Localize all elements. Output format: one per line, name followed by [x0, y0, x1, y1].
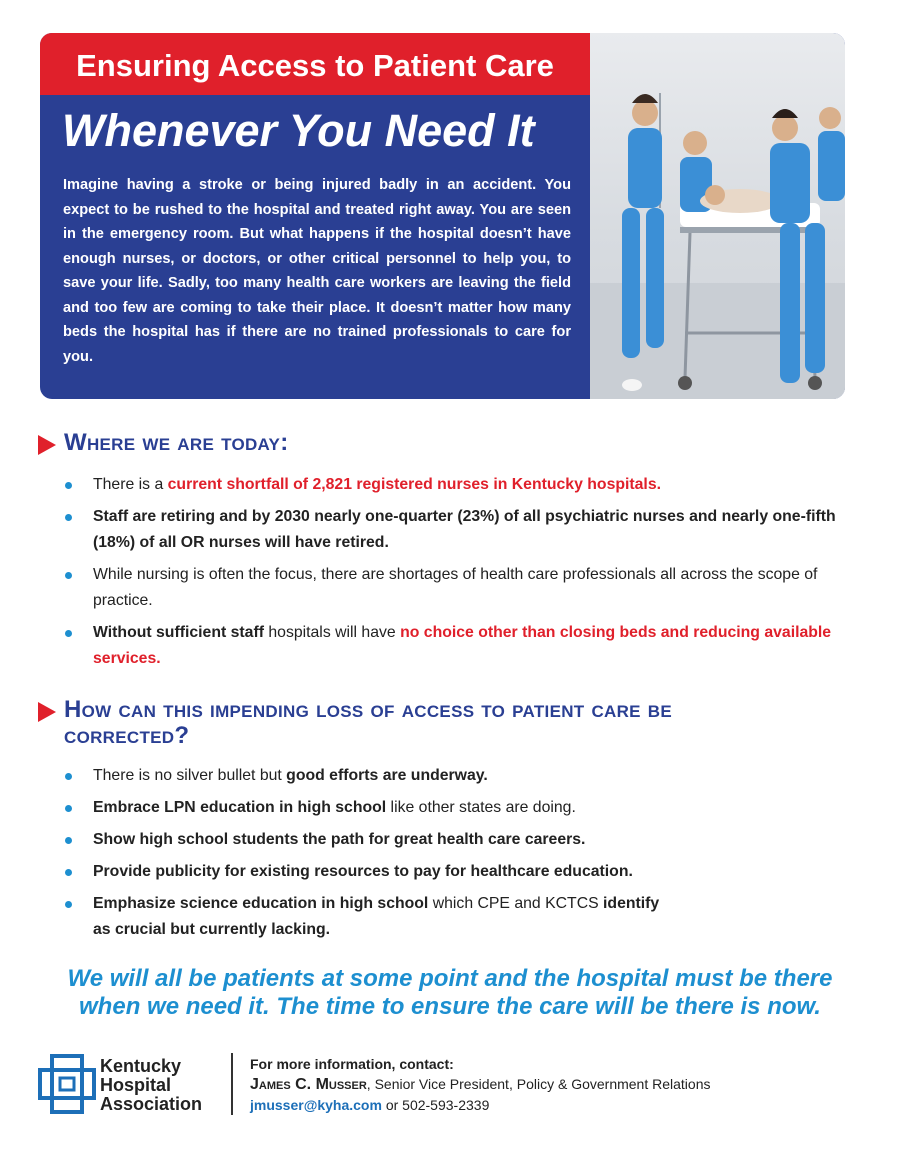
- corrected-list: [63, 763, 853, 949]
- closing-statement: We will all be patients at some point and the hospital must be there when we need it. The time to ensure the care will be there is now.: [67, 965, 833, 1020]
- footer-divider: [231, 1053, 233, 1115]
- kha-logo-icon: [38, 1054, 96, 1119]
- hero-body-text: Imagine having a stroke or being injured badly in an accident. You expect to be rushed to the hospital and treated right away. You are seen in the emergency room. But what happens if the hospital doesn’t have enough nurses, or doctors, or other critical personnel to help you, to save your life. Sadly, too many health care workers are leaving the field and too few are coming to take their place. It doesn’t matter how many beds the hospital has if there are no trained professionals to care for you.: [63, 177, 571, 365]
- list-item: While nursing is often the focus, there are shortages of health care professionals all across the scope of practice.: [63, 562, 853, 614]
- hero-top-title: Ensuring Access to Patient Care: [40, 33, 590, 95]
- list-item: Embrace LPN education in high school like other states are doing.: [63, 795, 853, 821]
- email-link[interactable]: jmusser@kyha.com: [250, 1097, 382, 1113]
- list-item: Emphasize science education in high school which CPE and KCTCS identify as crucial but currently lacking.: [63, 891, 853, 943]
- list-item: Staff are retiring and by 2030 nearly one-quarter (23%) of all psychiatric nurses and nearly one-fifth (18%) of all OR nurses will have retired.: [63, 504, 853, 556]
- today-list: [63, 472, 853, 678]
- arrow-right-icon: [38, 435, 56, 455]
- footer-contact: For more information, contact: James C. Musser, Senior Vice President, Policy & Government Relations jmusser@kyha.com or 502-593-2339: [250, 1056, 711, 1113]
- list-item: Provide publicity for existing resources to pay for healthcare education.: [63, 859, 853, 885]
- hero-main-title: Whenever You Need It: [62, 105, 535, 156]
- list-item: There is no silver bullet but good efforts are underway.: [63, 763, 853, 789]
- list-item: Without sufficient staff hospitals will have no choice other than closing beds and reducing available services.: [63, 620, 853, 672]
- list-item: There is a current shortfall of 2,821 registered nurses in Kentucky hospitals.: [63, 472, 853, 498]
- section-today-heading: Where we are today:: [38, 430, 289, 456]
- arrow-right-icon: [38, 702, 56, 722]
- contact-name-line: James C. Musser, Senior Vice President, Policy & Government Relations: [250, 1076, 711, 1093]
- list-item: Show high school students the path for great health care careers.: [63, 827, 853, 853]
- section-corrected-heading: How can this impending loss of access to patient care be corrected?: [38, 697, 804, 749]
- contact-email-line: jmusser@kyha.com or 502-593-2339: [250, 1097, 490, 1113]
- kha-logo-text: Kentucky Hospital Association: [100, 1056, 203, 1114]
- medical-team-illustration: [590, 33, 845, 399]
- hero-banner: [40, 33, 845, 399]
- hero-photo: [590, 33, 845, 399]
